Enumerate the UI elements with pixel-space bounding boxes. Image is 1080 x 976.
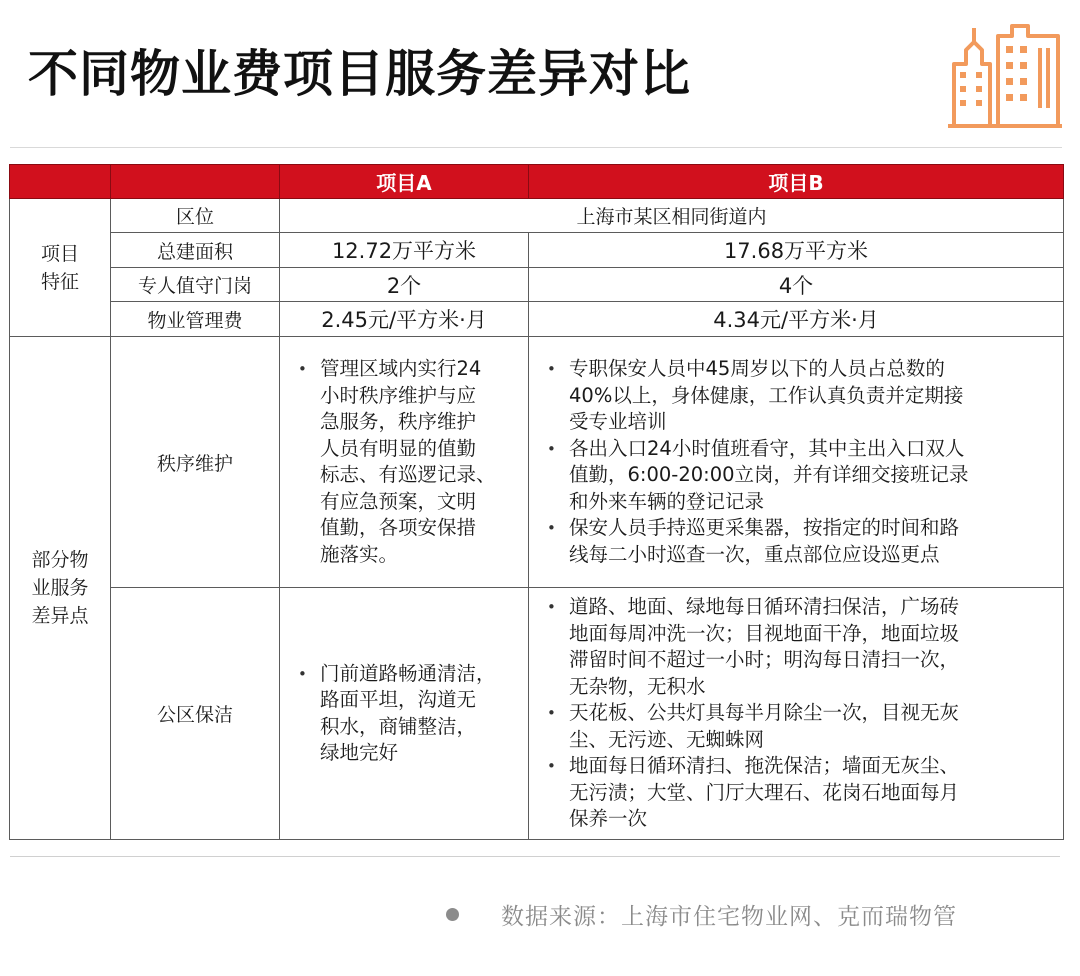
list-item: • 专职保安人员中45周岁以下的人员占总数的 40%以上，身体健康，工作认真负责并定期接 受专业培训 (529, 356, 1055, 436)
row-label: 公区保洁 (111, 588, 280, 840)
table-header-row (10, 165, 1064, 199)
project-b-value: 4.34元/平方米·月 (529, 302, 1064, 337)
bullet-list (529, 594, 1063, 833)
table-row (10, 199, 1064, 233)
project-a-cleaning-cell (280, 588, 529, 840)
table-row (10, 233, 1064, 268)
row-label: 区位 (111, 199, 280, 233)
city-buildings-icon (946, 14, 1064, 132)
comparison-table (9, 164, 1064, 840)
project-b-cleaning-cell (529, 588, 1064, 840)
source-text: 数据来源：上海市住宅物业网、克而瑞物管 (501, 904, 957, 930)
list-item: • 各出入口24小时值班看守，其中主出入口双人 值勤，6:00-20:00立岗，并有详细交接班记录 和外来车辆的登记记录 (529, 436, 1055, 516)
list-item: • 管理区域内实行24 小时秩序维护与应 急服务，秩序维护 人员有明显的值勤 标志、有巡逻记录、 有应急预案，文明 值勤，各项安保措 施落实。 (280, 356, 520, 568)
group-label-differences: 部分物 业服务 差异点 (10, 337, 111, 840)
bullet-dot-icon (446, 908, 459, 921)
page-title: 不同物业费项目服务差异对比 (28, 45, 691, 103)
header-project-b: 项目B (529, 165, 1064, 199)
bottom-divider (10, 856, 1060, 857)
project-a-value: 12.72万平方米 (280, 233, 529, 268)
list-item: • 门前道路畅通清洁， 路面平坦，沟道无 积水，商铺整洁， 绿地完好 (280, 661, 520, 767)
header-project-a: 项目A (280, 165, 529, 199)
row-label: 总建面积 (111, 233, 280, 268)
table-row (10, 588, 1064, 840)
header-empty-1 (10, 165, 111, 199)
project-a-security-cell (280, 337, 529, 588)
list-item: • 天花板、公共灯具每半月除尘一次，目视无灰 尘、无污迹、无蜘蛛网 (529, 700, 1055, 753)
list-item: • 保安人员手持巡更采集器，按指定的时间和路 线每二小时巡查一次，重点部位应设巡更点 (529, 515, 1055, 568)
project-b-value: 17.68万平方米 (529, 233, 1064, 268)
project-b-value: 4个 (529, 268, 1064, 302)
row-label: 专人值守门岗 (111, 268, 280, 302)
bullet-list (529, 356, 1063, 568)
list-item: • 地面每日循环清扫、拖洗保洁；墙面无灰尘、 无污渍；大堂、门厅大理石、花岗石地面每月 保养一次 (529, 753, 1055, 833)
list-item: • 道路、地面、绿地每日循环清扫保洁，广场砖 地面每周冲洗一次；目视地面干净，地面垃圾 滞留时间不超过一小时；明沟每日清扫一次， 无杂物，无积水 (529, 594, 1055, 700)
bullet-list (280, 661, 528, 767)
group-label-features: 项目 特征 (10, 199, 111, 337)
project-a-value: 2个 (280, 268, 529, 302)
project-a-value: 2.45元/平方米·月 (280, 302, 529, 337)
row-label: 秩序维护 (111, 337, 280, 588)
bullet-list (280, 356, 528, 568)
merged-location-value: 上海市某区相同街道内 (280, 199, 1064, 233)
table-row (10, 337, 1064, 588)
table-row (10, 302, 1064, 337)
top-divider (10, 147, 1062, 148)
project-b-security-cell (529, 337, 1064, 588)
table-row (10, 268, 1064, 302)
row-label: 物业管理费 (111, 302, 280, 337)
header-empty-2 (111, 165, 280, 199)
source-note (446, 898, 957, 931)
